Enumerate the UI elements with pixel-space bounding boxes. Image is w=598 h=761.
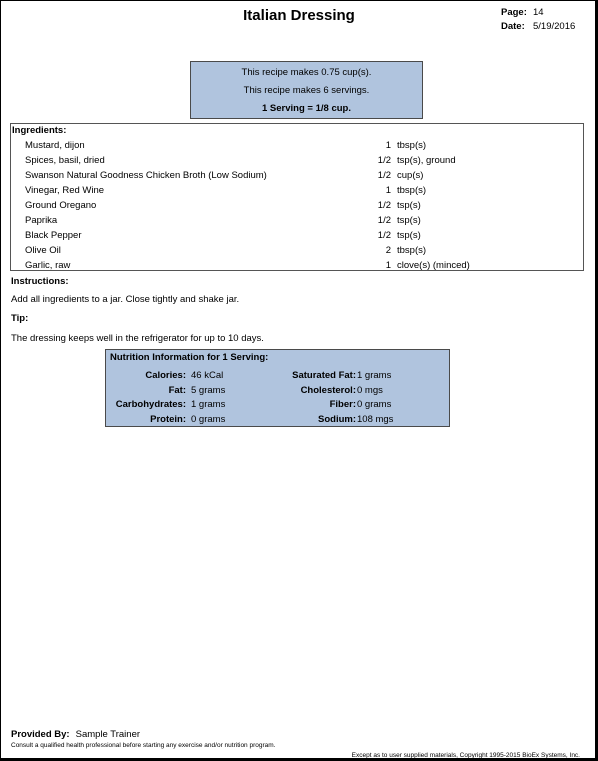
ingredient-name: Garlic, raw (25, 260, 71, 271)
nutrition-row (106, 398, 449, 412)
ingredient-unit: tsp(s), ground (397, 155, 456, 166)
ingredient-name: Swanson Natural Goodness Chicken Broth (Low Sodium) (25, 170, 267, 181)
nutrition-row (106, 369, 449, 383)
date-label: Date: (501, 21, 525, 32)
ingredient-row (11, 198, 583, 213)
yield-cups: This recipe makes 0.75 cup(s). (241, 67, 372, 78)
ingredient-row (11, 168, 583, 183)
ingredient-name: Mustard, dijon (25, 140, 85, 151)
ingredient-row (11, 153, 583, 168)
recipe-title: Italian Dressing (243, 7, 355, 24)
instructions-text: Add all ingredients to a jar. Close tightly and shake jar. (11, 294, 240, 305)
nutrient-value: 46 kCal (191, 370, 224, 381)
page-number (501, 7, 544, 18)
ingredient-unit: tbsp(s) (397, 140, 427, 151)
ingredient-quantity: 1 (385, 185, 391, 196)
ingredient-quantity: 1/2 (377, 215, 391, 226)
yield-servings: This recipe makes 6 servings. (243, 85, 370, 96)
nutrient-label: Sodium: (318, 413, 356, 425)
ingredients-heading: Ingredients: (12, 125, 67, 136)
date-value: 5/19/2016 (533, 21, 576, 32)
ingredient-quantity: 1/2 (377, 200, 391, 211)
nutrient-value: 0 grams (357, 399, 392, 410)
nutrition-heading: Nutrition Information for 1 Serving: (110, 352, 269, 363)
ingredient-unit: clove(s) (minced) (397, 260, 470, 271)
nutrient-label: Saturated Fat: (292, 370, 356, 381)
yield-summary-box (190, 61, 423, 119)
nutrient-label: Fat: (168, 384, 186, 396)
copyright: Except as to user supplied materials, Copyright 1995-2015 BioEx Systems, Inc. (351, 752, 580, 758)
nutrition-row (106, 413, 449, 427)
ingredient-name: Paprika (25, 215, 58, 226)
tip-heading: Tip: (11, 313, 29, 324)
nutrient-label: Carbohydrates: (115, 399, 186, 410)
ingredient-row (11, 243, 583, 258)
nutrition-row (106, 384, 449, 398)
ingredient-unit: tbsp(s) (397, 185, 427, 196)
nutrient-value: 0 mgs (357, 384, 383, 396)
print-date (501, 21, 575, 32)
nutrient-value: 1 grams (191, 399, 226, 410)
ingredient-quantity: 1/2 (377, 170, 391, 181)
ingredient-row (11, 258, 583, 273)
instructions-heading: Instructions: (11, 276, 69, 287)
tip-text: The dressing keeps well in the refrigerator for up to 10 days. (11, 333, 264, 344)
nutrient-label: Calories: (145, 370, 186, 381)
ingredient-quantity: 1 (385, 140, 391, 151)
nutrition-box (105, 349, 450, 427)
provided-by-value: Sample Trainer (75, 729, 141, 740)
nutrient-value: 0 grams (191, 413, 226, 425)
ingredient-row (11, 228, 583, 243)
ingredient-row (11, 183, 583, 198)
ingredient-unit: tbsp(s) (397, 245, 427, 256)
ingredient-name: Vinegar, Red Wine (25, 185, 105, 196)
ingredient-row (11, 138, 583, 153)
ingredients-box (10, 123, 584, 271)
nutrient-value: 108 mgs (357, 413, 394, 425)
nutrient-label: Protein: (150, 413, 186, 425)
nutrient-label: Fiber: (329, 399, 356, 410)
ingredient-unit: tsp(s) (397, 215, 421, 226)
ingredient-unit: tsp(s) (397, 200, 421, 211)
ingredient-unit: tsp(s) (397, 230, 421, 241)
nutrient-value: 1 grams (357, 370, 392, 381)
provided-by-label: Provided By: (11, 729, 70, 740)
ingredient-name: Ground Oregano (25, 200, 97, 211)
ingredient-quantity: 1/2 (377, 230, 391, 241)
ingredient-unit: cup(s) (397, 170, 424, 181)
nutrient-value: 5 grams (191, 384, 226, 396)
provided-by (11, 729, 140, 740)
ingredient-name: Spices, basil, dried (25, 155, 105, 166)
ingredient-quantity: 1 (385, 260, 391, 271)
page-label: Page: (501, 7, 527, 18)
ingredient-name: Black Pepper (25, 230, 82, 241)
disclaimer: Consult a qualified health professional before starting any exercise and/or nutrition program. (11, 742, 276, 749)
page-value: 14 (533, 7, 544, 18)
ingredient-name: Olive Oil (25, 245, 61, 256)
nutrient-label: Cholesterol: (300, 384, 356, 396)
ingredient-row (11, 213, 583, 228)
ingredient-quantity: 2 (385, 245, 391, 256)
ingredient-quantity: 1/2 (377, 155, 391, 166)
serving-size: 1 Serving = 1/8 cup. (262, 103, 351, 114)
